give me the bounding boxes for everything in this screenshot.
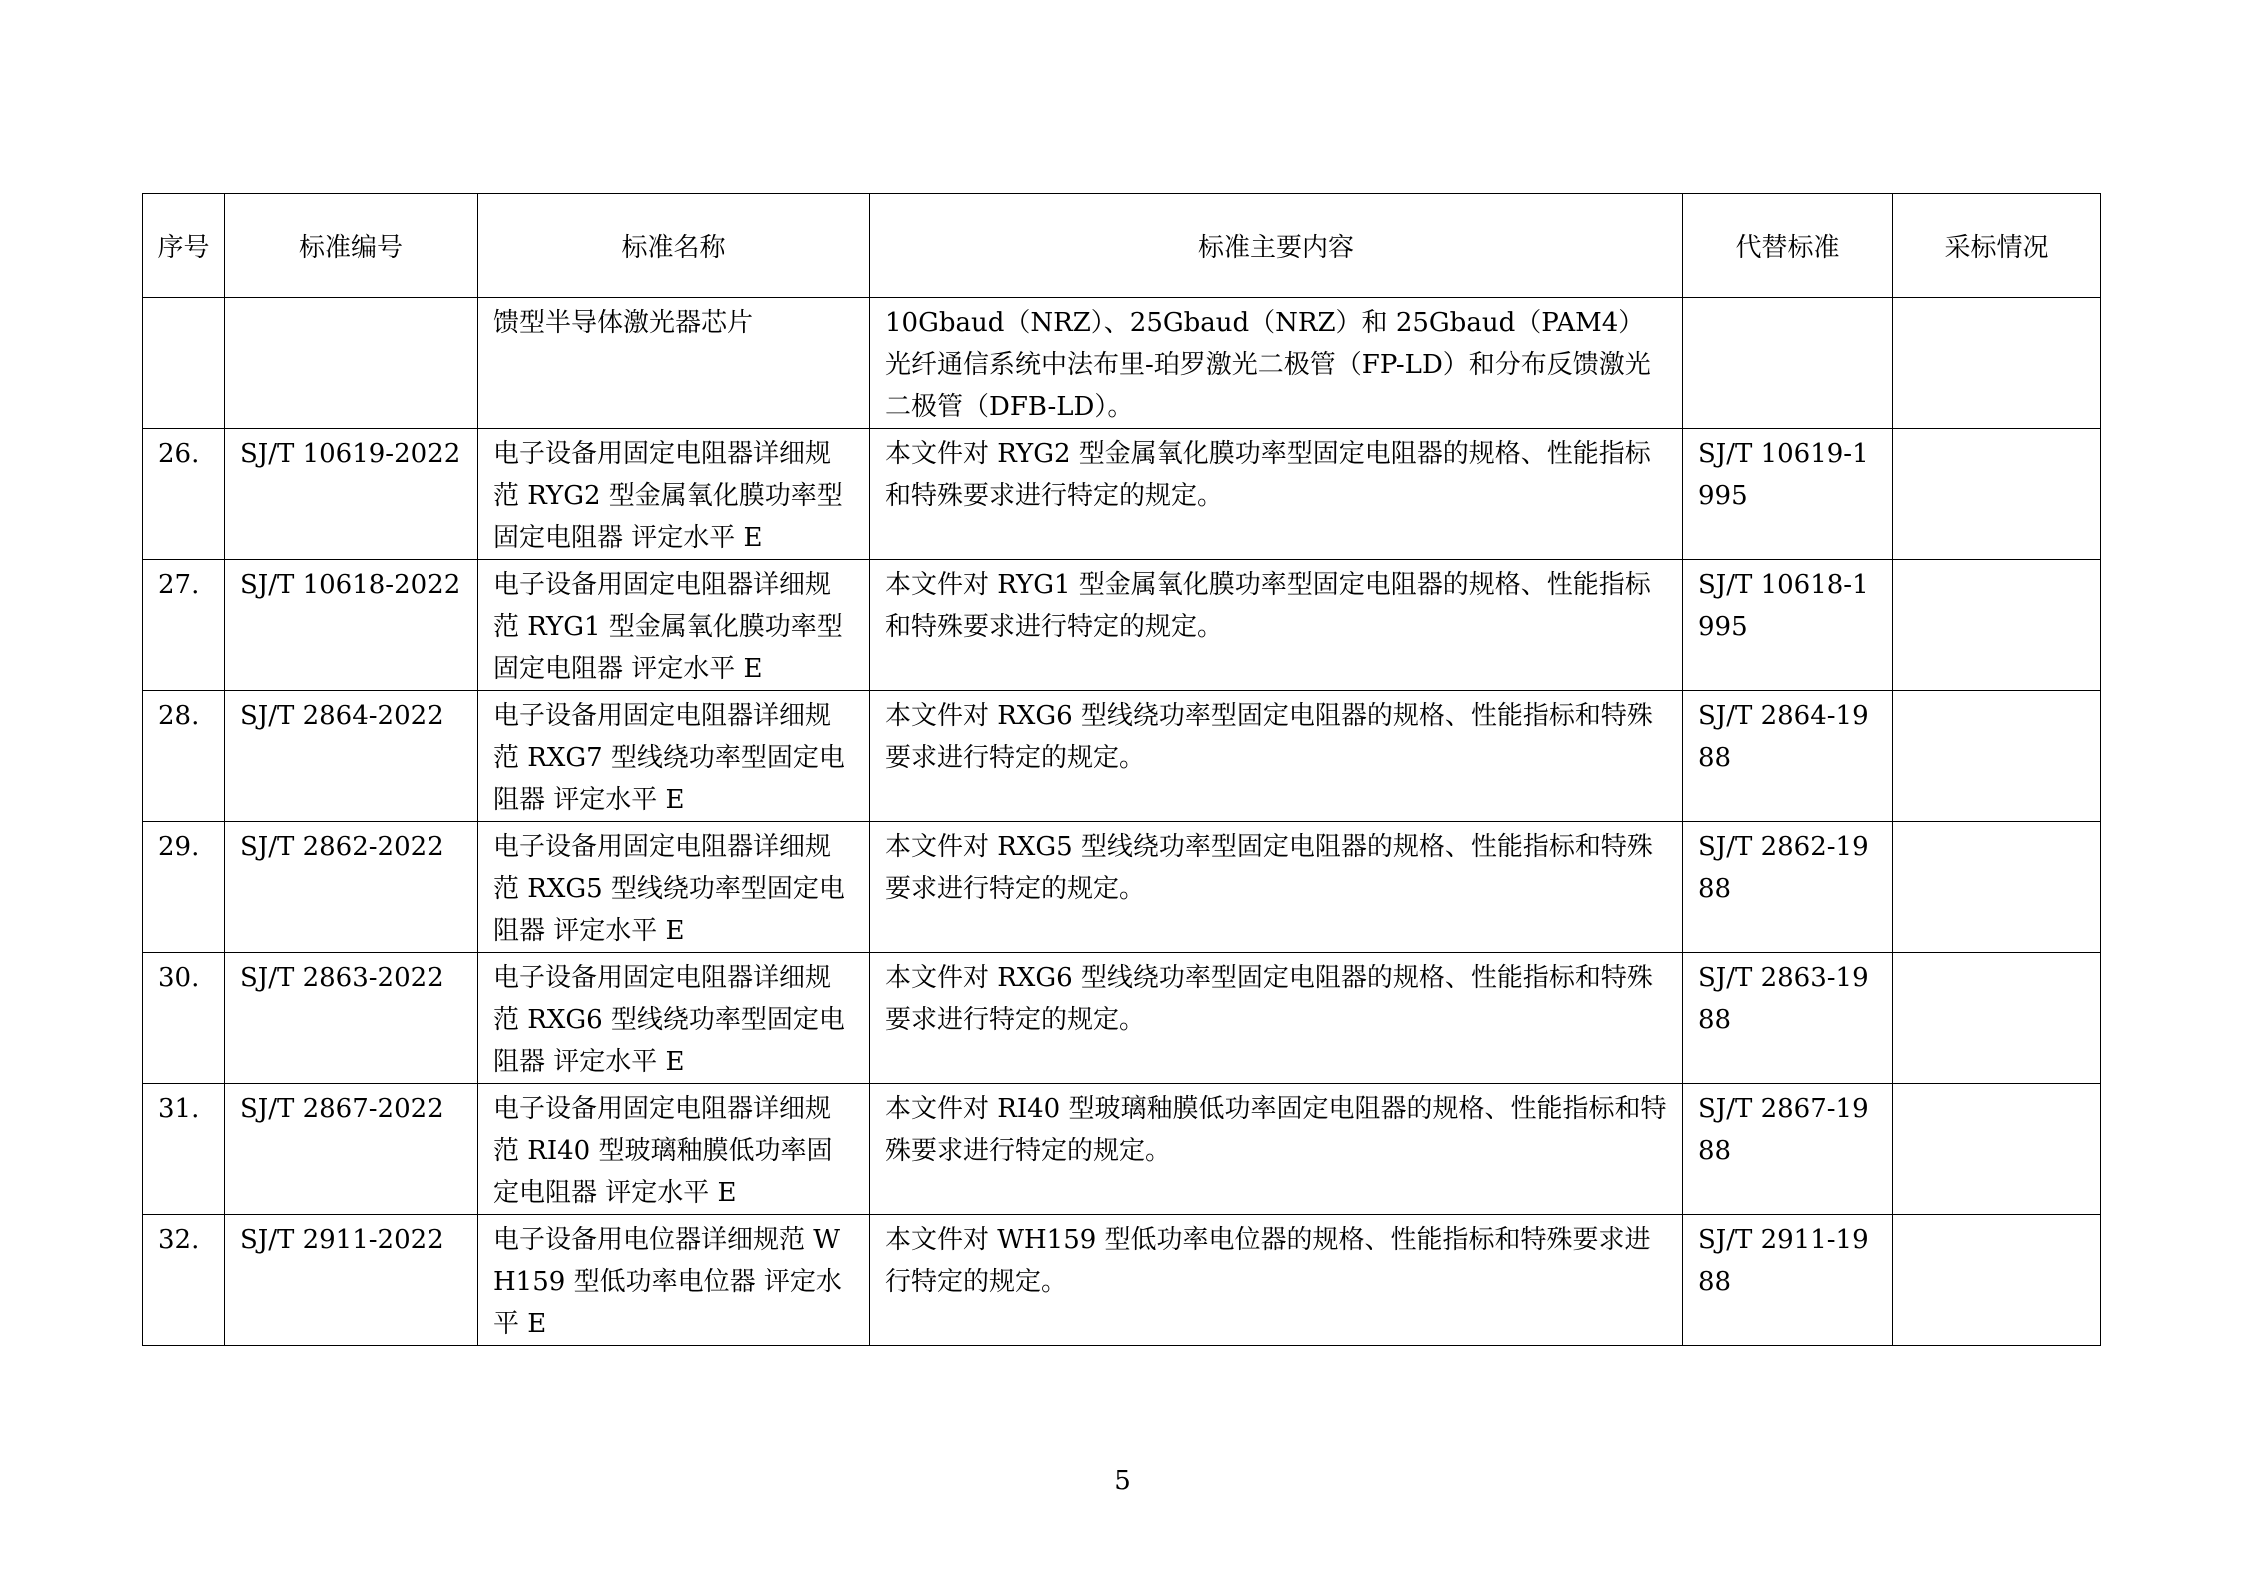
table-row [143, 822, 2101, 953]
cell-seq: 27. [143, 560, 225, 691]
table-body [143, 298, 2101, 1346]
cell-name: 电子设备用固定电阻器详细规范 RXG5 型线绕功率型固定电阻器 评定水平 E [478, 822, 870, 953]
cell-seq: 28. [143, 691, 225, 822]
cell-number: SJ/T 10618-2022 [225, 560, 478, 691]
cell-adoption [1893, 429, 2101, 560]
cell-replaces: SJ/T 2864-1988 [1683, 691, 1893, 822]
cell-adoption [1893, 1084, 2101, 1215]
cell-number: SJ/T 2911-2022 [225, 1215, 478, 1346]
cell-replaces: SJ/T 2862-1988 [1683, 822, 1893, 953]
cell-name: 馈型半导体激光器芯片 [478, 298, 870, 429]
table-row [143, 1215, 2101, 1346]
cell-number: SJ/T 2862-2022 [225, 822, 478, 953]
cell-content: 本文件对 RXG6 型线绕功率型固定电阻器的规格、性能指标和特殊要求进行特定的规定。 [870, 691, 1683, 822]
cell-content: 本文件对 RYG1 型金属氧化膜功率型固定电阻器的规格、性能指标和特殊要求进行特定的规定。 [870, 560, 1683, 691]
cell-seq [143, 298, 225, 429]
cell-adoption [1893, 298, 2101, 429]
cell-number: SJ/T 10619-2022 [225, 429, 478, 560]
table-row [143, 691, 2101, 822]
table-row [143, 953, 2101, 1084]
cell-name: 电子设备用固定电阻器详细规范 RYG1 型金属氧化膜功率型固定电阻器 评定水平 E [478, 560, 870, 691]
cell-seq: 31. [143, 1084, 225, 1215]
header-seq: 序号 [143, 194, 225, 298]
header-content: 标准主要内容 [870, 194, 1683, 298]
header-adoption: 采标情况 [1893, 194, 2101, 298]
cell-seq: 29. [143, 822, 225, 953]
cell-name: 电子设备用固定电阻器详细规范 RYG2 型金属氧化膜功率型固定电阻器 评定水平 E [478, 429, 870, 560]
cell-number: SJ/T 2864-2022 [225, 691, 478, 822]
cell-content: 本文件对 RYG2 型金属氧化膜功率型固定电阻器的规格、性能指标和特殊要求进行特定的规定。 [870, 429, 1683, 560]
header-number: 标准编号 [225, 194, 478, 298]
cell-number [225, 298, 478, 429]
cell-name: 电子设备用固定电阻器详细规范 RXG6 型线绕功率型固定电阻器 评定水平 E [478, 953, 870, 1084]
cell-number: SJ/T 2863-2022 [225, 953, 478, 1084]
table-row-continuation [143, 298, 2101, 429]
cell-name: 电子设备用固定电阻器详细规范 RI40 型玻璃釉膜低功率固定电阻器 评定水平 E [478, 1084, 870, 1215]
cell-replaces: SJ/T 2867-1988 [1683, 1084, 1893, 1215]
cell-seq: 26. [143, 429, 225, 560]
cell-adoption [1893, 1215, 2101, 1346]
cell-replaces: SJ/T 2911-1988 [1683, 1215, 1893, 1346]
cell-name: 电子设备用电位器详细规范 WH159 型低功率电位器 评定水平 E [478, 1215, 870, 1346]
cell-replaces: SJ/T 2863-1988 [1683, 953, 1893, 1084]
standards-table [142, 193, 2101, 1346]
cell-content: 本文件对 RI40 型玻璃釉膜低功率固定电阻器的规格、性能指标和特殊要求进行特定的规定。 [870, 1084, 1683, 1215]
cell-seq: 32. [143, 1215, 225, 1346]
cell-replaces: SJ/T 10618-1995 [1683, 560, 1893, 691]
cell-content: 10Gbaud（NRZ）、25Gbaud（NRZ）和 25Gbaud（PAM4）光纤通信系统中法布里-珀罗激光二极管（FP-LD）和分布反馈激光二极管（DFB-LD）。 [870, 298, 1683, 429]
page-number: 5 [1114, 1466, 1131, 1496]
table-header [143, 194, 2101, 298]
cell-content: 本文件对 RXG6 型线绕功率型固定电阻器的规格、性能指标和特殊要求进行特定的规定。 [870, 953, 1683, 1084]
cell-replaces: SJ/T 10619-1995 [1683, 429, 1893, 560]
cell-adoption [1893, 822, 2101, 953]
cell-content: 本文件对 WH159 型低功率电位器的规格、性能指标和特殊要求进行特定的规定。 [870, 1215, 1683, 1346]
table-row [143, 429, 2101, 560]
cell-name: 电子设备用固定电阻器详细规范 RXG7 型线绕功率型固定电阻器 评定水平 E [478, 691, 870, 822]
cell-content: 本文件对 RXG5 型线绕功率型固定电阻器的规格、性能指标和特殊要求进行特定的规定。 [870, 822, 1683, 953]
header-replaces: 代替标准 [1683, 194, 1893, 298]
cell-number: SJ/T 2867-2022 [225, 1084, 478, 1215]
cell-replaces [1683, 298, 1893, 429]
cell-seq: 30. [143, 953, 225, 1084]
cell-adoption [1893, 691, 2101, 822]
header-name: 标准名称 [478, 194, 870, 298]
cell-adoption [1893, 560, 2101, 691]
table-row [143, 1084, 2101, 1215]
header-row [143, 194, 2101, 298]
table-row [143, 560, 2101, 691]
cell-adoption [1893, 953, 2101, 1084]
